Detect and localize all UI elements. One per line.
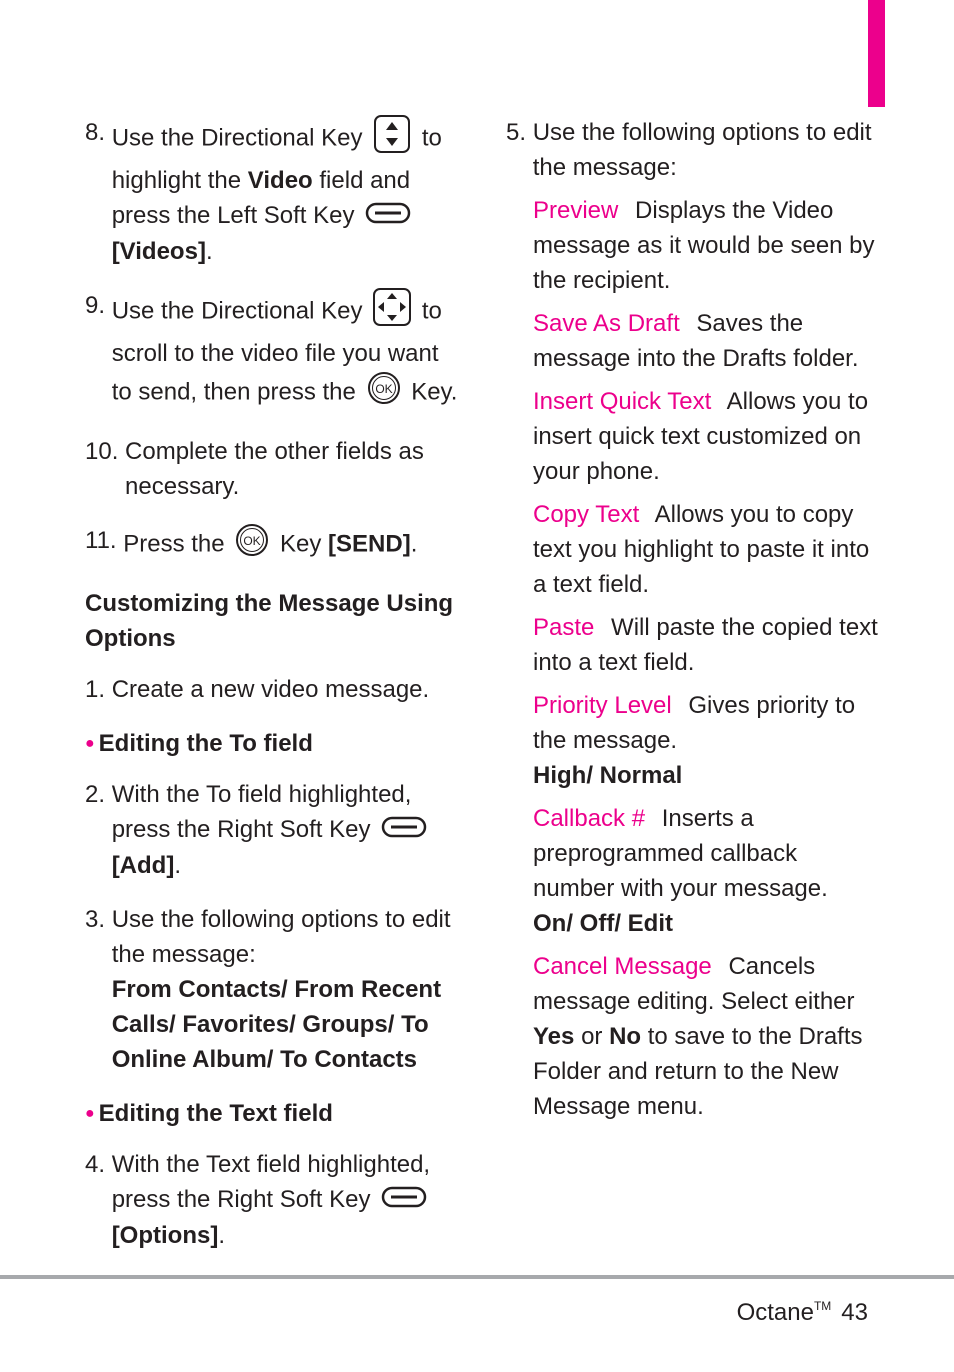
page-number: 43 xyxy=(841,1299,868,1326)
option-name: Save As Draft xyxy=(533,310,680,337)
option-paste: Paste Will paste the copied text into a text field. xyxy=(533,614,878,676)
directional-key-updown-icon xyxy=(373,115,411,163)
right-soft-key-icon xyxy=(381,1183,427,1218)
option-name: Cancel Message xyxy=(533,953,712,980)
option-callback: Callback # Inserts a preprogrammed callback number with your message. On/ Off/ Edit xyxy=(533,805,828,937)
step-number: 8. xyxy=(85,119,112,146)
trademark: TM xyxy=(813,1299,832,1313)
step-3: 3. Use the following options to edit the message: From Contacts/ From Recent Calls/ Favorites/ Groups/ To Online Album/ To Contacts xyxy=(85,902,460,1077)
step-number: 3. xyxy=(85,906,112,934)
step-number: 2. xyxy=(85,781,112,809)
step-2: 2. With the To field highlighted, press the Right Soft Key [Add]. xyxy=(85,777,460,883)
bullet-heading-text-field: ● Editing the Text field xyxy=(85,1100,333,1128)
step-10: 10. Complete the other fields as necessary. xyxy=(85,434,460,504)
page-footer xyxy=(737,1290,868,1329)
option-save-as-draft: Save As Draft Saves the message into the Drafts folder. xyxy=(533,310,859,372)
option-preview: Preview Displays the Video message as it would be seen by the recipient. xyxy=(533,197,875,294)
option-name: Preview xyxy=(533,197,619,224)
step-8: 8. Use the Directional Key to highlight the Video field and press the Left Soft Key [Videos]. xyxy=(85,115,460,269)
right-soft-key-icon xyxy=(381,813,427,848)
step-number: 9. xyxy=(85,292,112,320)
step-number: 1. xyxy=(85,676,112,704)
chapter-tab-marker xyxy=(868,0,885,107)
option-priority-level: Priority Level Gives priority to the message. High/ Normal xyxy=(533,692,856,789)
step-number: 11. xyxy=(85,527,124,555)
bullet-heading-to-field: ● Editing the To field xyxy=(85,730,313,758)
option-name: Callback # xyxy=(533,805,646,832)
option-values: High/ Normal xyxy=(533,762,683,789)
left-soft-key-icon xyxy=(365,199,411,234)
right-column xyxy=(506,115,881,1132)
step-number: 4. xyxy=(85,1151,112,1179)
recipient-options: From Contacts/ From Recent Calls/ Favorites/ Groups/ To Online Album/ To Contacts xyxy=(111,976,442,1074)
directional-key-4way-icon xyxy=(373,288,411,336)
brand-name: Octane xyxy=(736,1299,814,1326)
step-11: 11. Press the OK Key [SEND]. xyxy=(85,523,460,567)
bullet-dot-icon: ● xyxy=(85,1105,95,1123)
step-9: 9. Use the Directional Key to scroll to the video file you want to send, then press the OK Key. xyxy=(85,288,460,415)
step-5: 5. Use the following options to edit the message: xyxy=(506,115,881,185)
svg-text:OK: OK xyxy=(374,382,393,397)
section-heading: Customizing the Message Using Options xyxy=(85,590,454,653)
ok-key-icon xyxy=(367,371,401,415)
footer-rule xyxy=(0,1275,954,1279)
step-number: 5. xyxy=(506,119,533,146)
ok-key-icon xyxy=(235,523,269,567)
option-cancel-message: Cancel Message Cancels message editing. Select either Yes or No to save to the Drafts Folder and return to the New Message menu. xyxy=(533,953,863,1120)
option-insert-quick-text: Insert Quick Text Allows you to insert quick text customized on your phone. xyxy=(533,388,869,485)
option-copy-text: Copy Text Allows you to copy text you highlight to paste it into a text field. xyxy=(533,501,870,598)
option-name: Copy Text xyxy=(533,501,640,528)
left-column xyxy=(85,115,460,1272)
step-4: 4. With the Text field highlighted, press the Right Soft Key [Options]. xyxy=(85,1147,460,1253)
step-1: 1. Create a new video message. xyxy=(85,672,460,707)
option-values: On/ Off/ Edit xyxy=(533,910,673,937)
option-name: Priority Level xyxy=(533,692,672,719)
svg-text:OK: OK xyxy=(243,534,261,549)
bullet-dot-icon: ● xyxy=(85,735,95,753)
step-number: 10. xyxy=(85,438,126,466)
option-name: Insert Quick Text xyxy=(533,388,712,415)
option-name: Paste xyxy=(533,614,595,641)
